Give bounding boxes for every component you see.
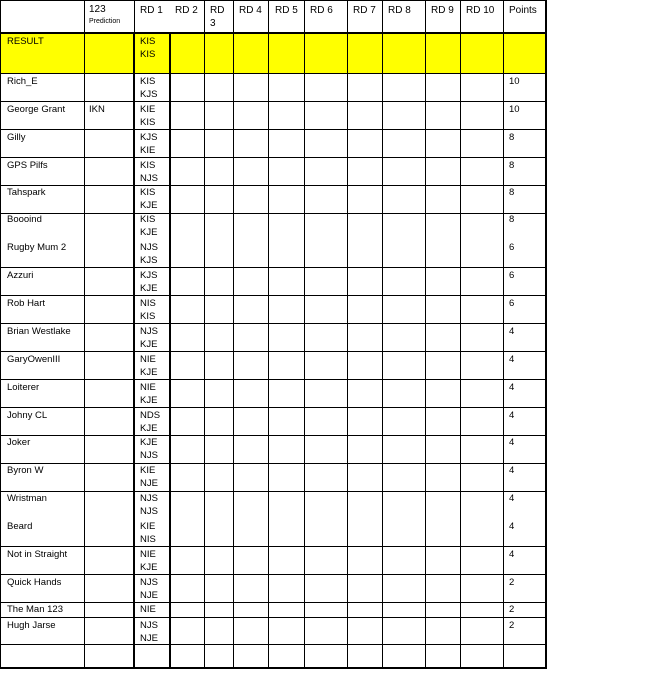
- rd1-pick: KJE: [140, 339, 158, 350]
- rd1-pick: KJE: [140, 367, 158, 378]
- player-name: The Man 123: [7, 604, 63, 615]
- rd1-pick: NIE: [140, 354, 156, 365]
- result-row-highlight: [1, 33, 545, 73]
- row-divider: [0, 617, 546, 618]
- row-divider: [0, 295, 546, 296]
- rd1-pick: NJE: [140, 478, 158, 489]
- player-name: Johny CL: [7, 410, 48, 421]
- player-name: Quick Hands: [7, 577, 62, 588]
- player-points: 4: [509, 354, 515, 365]
- rd1-pick: NIE: [140, 549, 156, 560]
- player-points: 4: [509, 465, 515, 476]
- rd1-pick: NJS: [140, 242, 158, 253]
- column-divider: [460, 0, 461, 669]
- player-points: 2: [509, 604, 515, 615]
- row-divider: [0, 101, 546, 102]
- player-points: 2: [509, 620, 515, 631]
- player-name: Boooind: [7, 214, 42, 225]
- header-rd5: RD 5: [275, 5, 298, 16]
- rd1-pick: NJS: [140, 620, 158, 631]
- rd1-right-border: [169, 32, 171, 669]
- rd1-pick: NJE: [140, 590, 158, 601]
- row-divider: [0, 351, 546, 352]
- rd1-pick: KJE: [140, 437, 158, 448]
- header-rd3-line2: 3: [210, 18, 216, 29]
- player-name: Joker: [7, 437, 31, 448]
- rd1-pick: KJS: [140, 255, 158, 266]
- rd1-pick: KJE: [140, 423, 158, 434]
- rd1-pick: KIE: [140, 145, 156, 156]
- player-name: Tahspark: [7, 187, 46, 198]
- player-name: Gilly: [7, 132, 26, 143]
- table-bottom-border: [0, 667, 546, 669]
- header-rd2: RD 2: [175, 5, 198, 16]
- row-divider: [0, 267, 546, 268]
- rd1-pick: KJE: [140, 395, 158, 406]
- column-divider: [425, 0, 426, 669]
- row-divider: [0, 546, 546, 547]
- rd1-pick: KIE: [140, 521, 156, 532]
- header-rd6: RD 6: [310, 5, 333, 16]
- row-divider: [0, 73, 546, 74]
- rd1-pick: NDS: [140, 410, 161, 421]
- column-divider: [268, 0, 269, 669]
- player-name: GPS Pilfs: [7, 160, 48, 171]
- player-points: 8: [509, 214, 515, 225]
- header-rd1: RD 1: [140, 5, 163, 16]
- player-points: 6: [509, 298, 515, 309]
- row-divider: [0, 644, 546, 645]
- header-rd4: RD 4: [239, 5, 262, 16]
- header-123: 123: [89, 4, 106, 15]
- player-name: George Grant: [7, 104, 66, 115]
- player-points: 4: [509, 326, 515, 337]
- rd1-pick: NJE: [140, 633, 158, 644]
- player-points: 10: [509, 76, 520, 87]
- header-rd9: RD 9: [431, 5, 454, 16]
- rd1-pick: NIS: [140, 534, 156, 545]
- header-bottom-border: [0, 32, 546, 34]
- rd1-pick: KIS: [140, 214, 156, 225]
- table-left-border: [0, 0, 1, 669]
- player-points: 6: [509, 242, 515, 253]
- rd1-pick: KIE: [140, 104, 156, 115]
- player-name: Azzuri: [7, 270, 34, 281]
- row-divider: [0, 185, 546, 186]
- header-rd7: RD 7: [353, 5, 376, 16]
- header-points: Points: [509, 5, 537, 16]
- header-prediction: Prediction: [89, 18, 121, 25]
- player-name: Not in Straight: [7, 549, 68, 560]
- row-divider: [0, 129, 546, 130]
- row-divider: [0, 379, 546, 380]
- player-prediction: IKN: [89, 104, 105, 115]
- player-points: 8: [509, 160, 515, 171]
- player-points: 10: [509, 104, 520, 115]
- player-name: Wristman: [7, 493, 47, 504]
- header-rd10: RD 10: [466, 5, 495, 16]
- player-points: 4: [509, 521, 515, 532]
- rd1-pick: KJS: [140, 270, 158, 281]
- rd1-pick: NIS: [140, 298, 156, 309]
- player-points: 4: [509, 382, 515, 393]
- column-divider: [233, 0, 234, 669]
- header-rd3-line1: RD: [210, 5, 225, 16]
- player-name: GaryOwenIII: [7, 354, 61, 365]
- rd1-pick: KIS: [140, 76, 156, 87]
- rd1-pick: NJS: [140, 506, 158, 517]
- row-divider: [0, 157, 546, 158]
- player-points: 4: [509, 437, 515, 448]
- rd1-pick: KJS: [140, 132, 158, 143]
- header-rd8: RD 8: [388, 5, 411, 16]
- player-name: Rugby Mum 2: [7, 242, 67, 253]
- row-divider: [0, 602, 546, 603]
- column-divider: [382, 0, 383, 669]
- player-name: Loiterer: [7, 382, 40, 393]
- rd1-pick: NJS: [140, 326, 158, 337]
- rd1-pick: KJE: [140, 562, 158, 573]
- rd1-pick: KIS: [140, 187, 156, 198]
- table-right-border: [545, 0, 547, 669]
- player-name: Rob Hart: [7, 298, 46, 309]
- rd1-pick: KIE: [140, 465, 156, 476]
- row-divider: [0, 407, 546, 408]
- player-points: 8: [509, 187, 515, 198]
- result-rd1-1: KIS: [140, 36, 156, 47]
- player-points: 4: [509, 410, 515, 421]
- rd1-pick: KJE: [140, 283, 158, 294]
- player-points: 2: [509, 577, 515, 588]
- rd1-pick: KJE: [140, 200, 158, 211]
- rd1-pick: NIE: [140, 382, 156, 393]
- player-points: 4: [509, 493, 515, 504]
- column-divider: [503, 0, 504, 669]
- rd1-pick: NJS: [140, 577, 158, 588]
- row-divider: [0, 213, 546, 214]
- rd1-pick: KJE: [140, 227, 158, 238]
- rd1-pick: NJS: [140, 450, 158, 461]
- row-divider: [0, 463, 546, 464]
- player-name: Rich_E: [7, 76, 38, 87]
- row-divider: [0, 574, 546, 575]
- result-rd1-2: KIS: [140, 49, 156, 60]
- player-points: 8: [509, 132, 515, 143]
- row-divider: [0, 323, 546, 324]
- player-points: 4: [509, 549, 515, 560]
- rd1-pick: KIS: [140, 311, 156, 322]
- player-name: Beard: [7, 521, 33, 532]
- result-label: RESULT: [7, 36, 44, 47]
- rd1-left-border: [133, 32, 135, 669]
- player-points: 6: [509, 270, 515, 281]
- row-divider: [0, 0, 546, 1]
- player-name: Brian Westlake: [7, 326, 71, 337]
- row-divider: [0, 435, 546, 436]
- player-name: Hugh Jarse: [7, 620, 56, 631]
- column-divider: [304, 0, 305, 669]
- player-name: Byron W: [7, 465, 44, 476]
- row-divider: [0, 491, 546, 492]
- column-divider: [347, 0, 348, 669]
- rd1-pick: NIE: [140, 604, 156, 615]
- rd1-pick: NJS: [140, 493, 158, 504]
- rd1-pick: NJS: [140, 173, 158, 184]
- column-divider: [84, 0, 85, 669]
- rd1-pick: KJS: [140, 89, 158, 100]
- rd1-pick: KIS: [140, 117, 156, 128]
- column-divider: [204, 0, 205, 669]
- rd1-pick: KIS: [140, 160, 156, 171]
